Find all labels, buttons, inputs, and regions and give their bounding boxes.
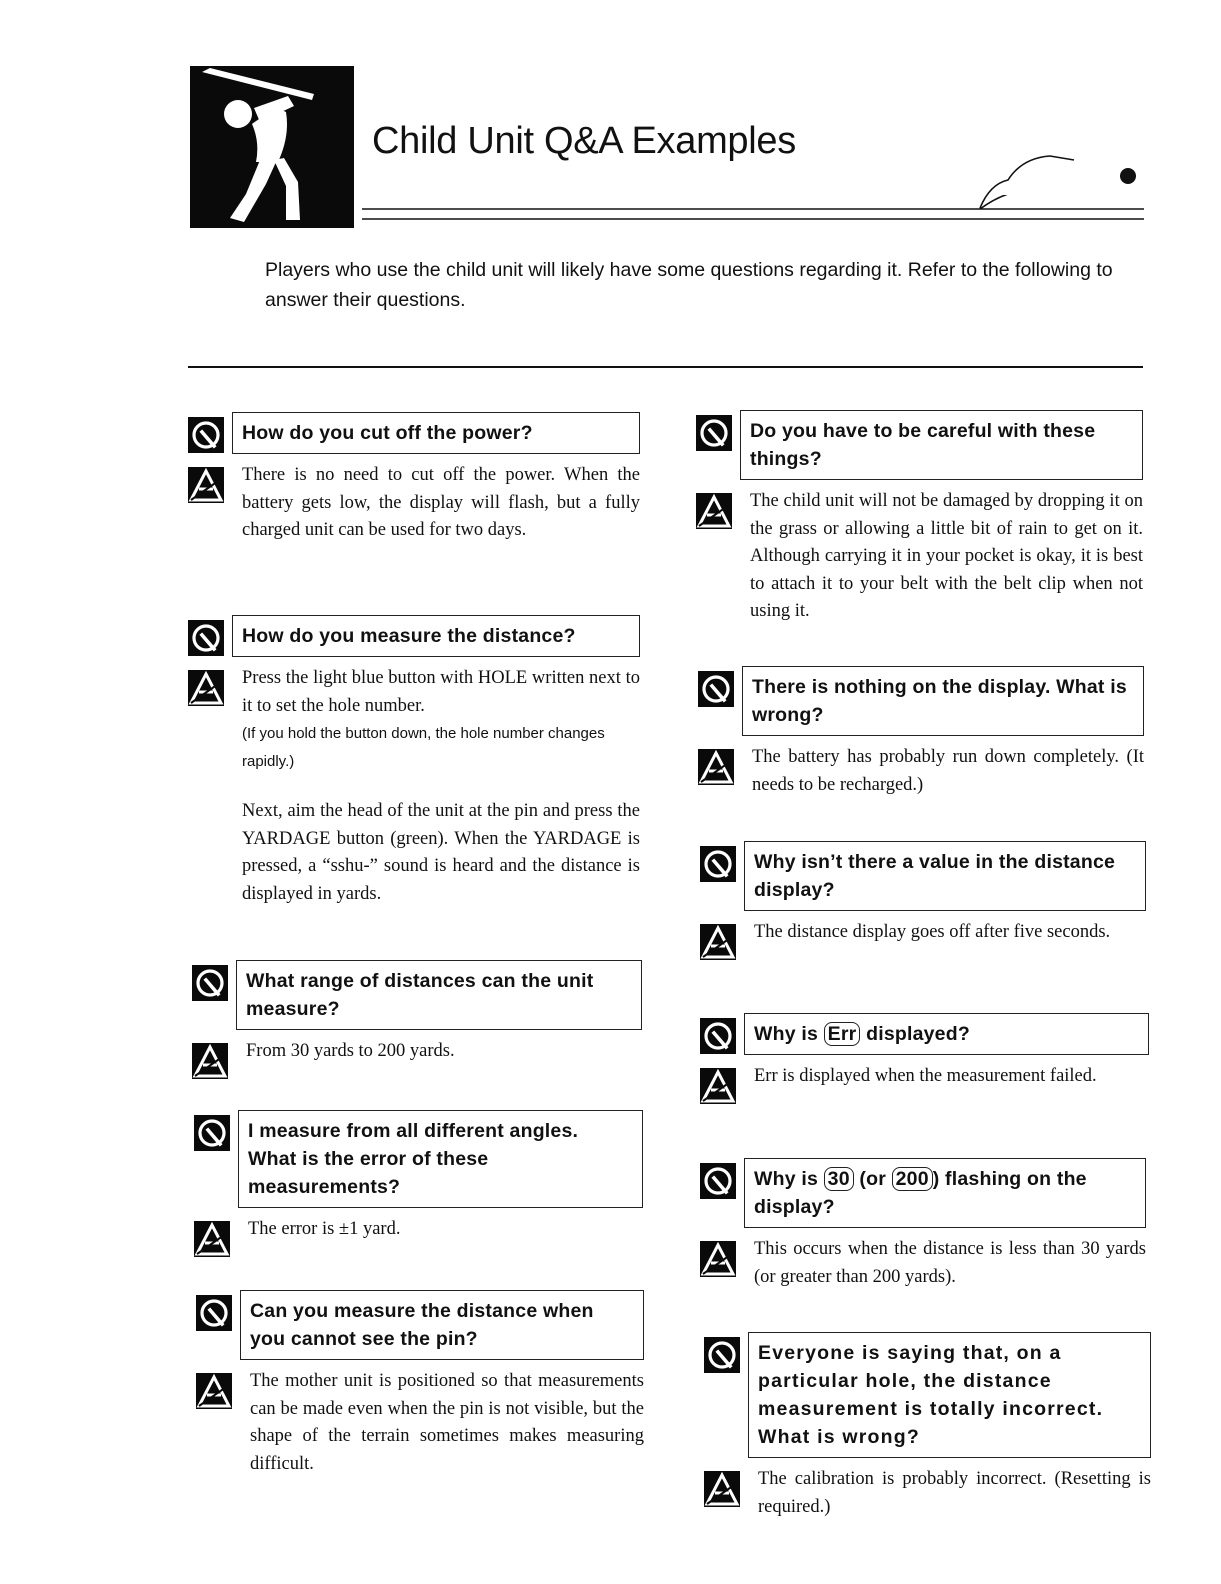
answer-text-continued: Next, aim the head of the unit at the pin and press the YARDAGE button (green). When the YARDAGE is pressed, a “sshu-” sound is heard and the distance is displayed in yards. (242, 801, 640, 904)
question-text: Can you measure the distance when you cannot see the pin? (240, 1290, 644, 1360)
answer-note: (If you hold the button down, the hole number changes rapidly.) (242, 725, 605, 770)
answer-text: The distance display goes off after five seconds. (754, 922, 1111, 942)
answer-icon (188, 467, 224, 503)
intro-paragraph: Players who use the child unit will likely have some questions regarding it. Refer to the following to answer their questions. (265, 259, 1113, 311)
green-flag-decoration (970, 150, 1145, 210)
qa-item-power (188, 412, 640, 545)
answer-icon (700, 924, 736, 960)
question-text: Why is 30 (or 200 ) flashing on the display? (744, 1158, 1146, 1228)
answer-text: The calibration is probably incorrect. (Resetting is required.) (758, 1469, 1151, 1517)
qa-item-calibration (704, 1332, 1151, 1521)
question-icon (698, 671, 734, 707)
question-text: Everyone is saying that, on a particular hole, the distance measurement is totally incorrect. What is wrong? (748, 1332, 1151, 1458)
display-200-indicator: 200 (892, 1167, 933, 1191)
answer-icon (188, 670, 224, 706)
answer-text: The battery has probably run down completely. (It needs to be recharged.) (752, 747, 1144, 795)
question-icon (704, 1337, 740, 1373)
question-text: Do you have to be careful with these things? (740, 410, 1143, 480)
question-icon (700, 1163, 736, 1199)
question-icon (700, 1018, 736, 1054)
golfer-logo-icon (190, 66, 354, 228)
question-icon (196, 1295, 232, 1331)
question-text: I measure from all different angles. What is the error of these measurements? (238, 1110, 643, 1208)
qa-item-blank-display (698, 666, 1144, 799)
answer-icon (700, 1068, 736, 1104)
section-divider (188, 366, 1143, 368)
question-icon (188, 620, 224, 656)
question-icon (188, 417, 224, 453)
question-text: Why is Err displayed? (744, 1013, 1149, 1055)
display-30-indicator: 30 (824, 1167, 854, 1191)
err-display-indicator: Err (824, 1022, 861, 1046)
question-icon (696, 415, 732, 451)
qa-item-flashing (700, 1158, 1146, 1291)
answer-text: The error is ±1 yard. (248, 1219, 401, 1239)
question-icon (194, 1115, 230, 1151)
answer-icon (696, 493, 732, 529)
qa-item-careful (696, 410, 1143, 626)
answer-icon (192, 1043, 228, 1079)
answer-icon (196, 1373, 232, 1409)
question-text: How do you cut off the power? (232, 412, 640, 454)
answer-icon (194, 1221, 230, 1257)
qa-item-no-value (700, 841, 1146, 947)
qa-item-error (194, 1110, 643, 1244)
qa-item-pin-hidden (196, 1290, 644, 1478)
question-icon (192, 965, 228, 1001)
page-title: Child Unit Q&A Examples (372, 120, 796, 162)
question-text: There is nothing on the display. What is wrong? (742, 666, 1144, 736)
answer-text: This occurs when the distance is less than 30 yards (or greater than 200 yards). (754, 1239, 1146, 1287)
answer-icon (698, 749, 734, 785)
answer-text: There is no need to cut off the power. When the battery gets low, the display will flash, but a fully charged unit can be used for two days. (242, 465, 640, 540)
answer-text: From 30 yards to 200 yards. (246, 1041, 455, 1061)
qa-item-measure (188, 615, 640, 908)
question-text: Why isn’t there a value in the distance display? (744, 841, 1146, 911)
answer-icon (700, 1241, 736, 1277)
question-icon (700, 846, 736, 882)
question-text: What range of distances can the unit measure? (236, 960, 642, 1030)
qa-item-err (700, 1013, 1149, 1091)
answer-text: The child unit will not be damaged by dropping it on the grass or allowing a little bit of rain to get on it. Although carrying it in your pocket is okay, it is best to attach it to your belt with the belt clip when not using it. (750, 491, 1143, 621)
answer-text: Err is displayed when the measurement failed. (754, 1066, 1097, 1086)
answer-icon (704, 1471, 740, 1507)
answer-text: The mother unit is positioned so that measurements can be made even when the pin is not visible, but the shape of the terrain sometimes makes measuring difficult. (250, 1371, 644, 1474)
qa-item-range (192, 960, 642, 1066)
question-text: How do you measure the distance? (232, 615, 640, 657)
answer-text: Press the light blue button with HOLE written next to it to set the hole number. (242, 668, 640, 716)
